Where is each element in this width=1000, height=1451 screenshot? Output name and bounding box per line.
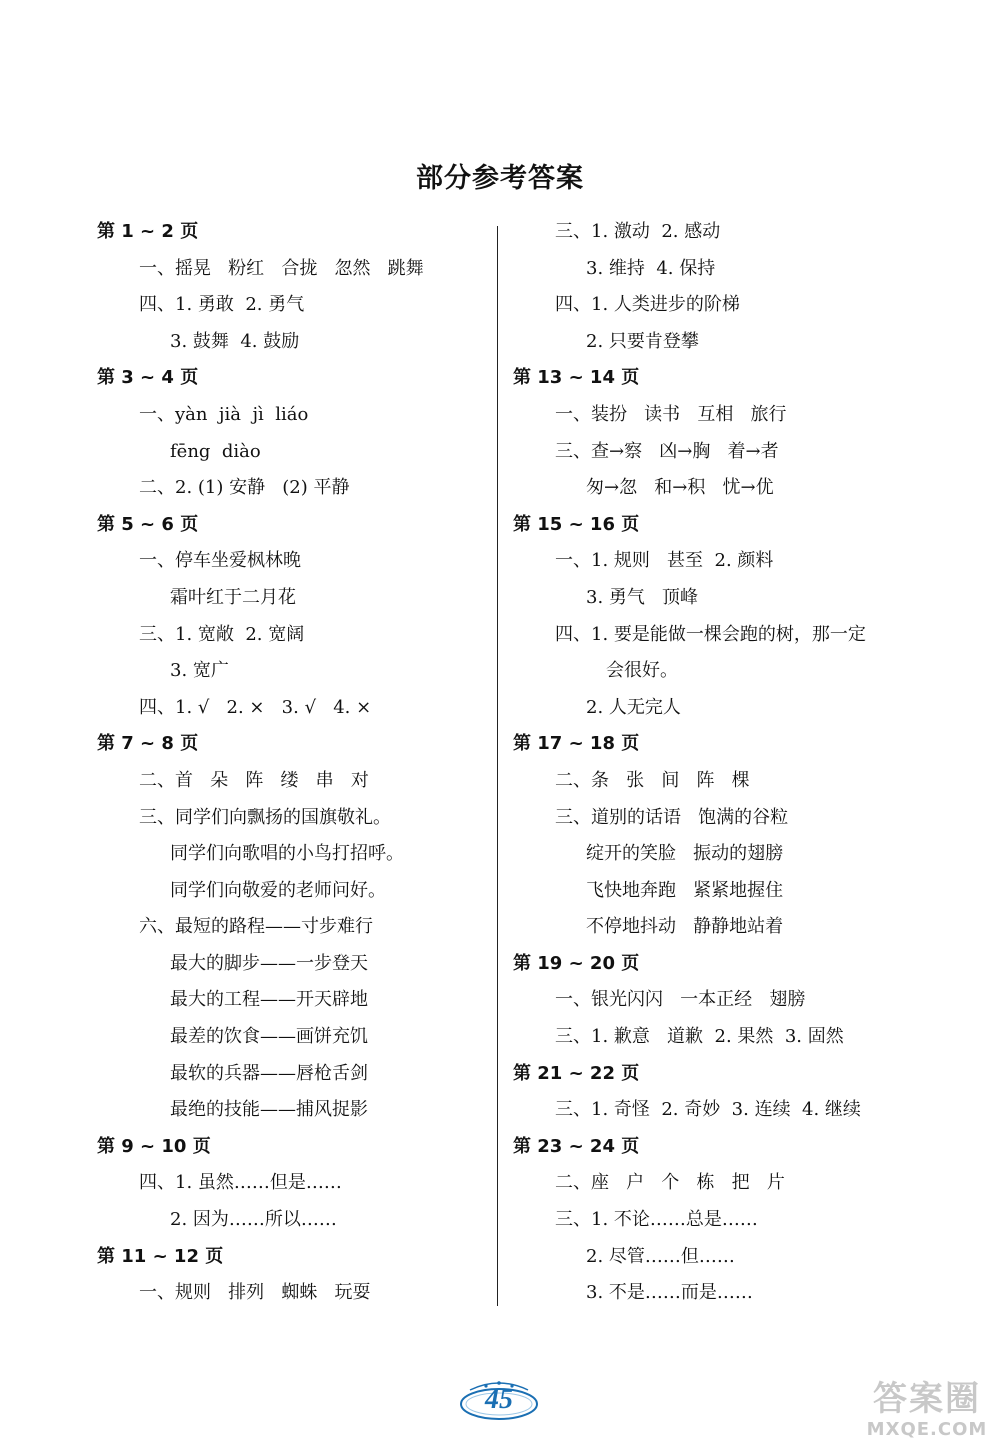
section-heading: 第 21 ~ 22 页 xyxy=(513,1062,640,1084)
answer-line: 二、首 朵 阵 缕 串 对 xyxy=(139,769,369,791)
answer-line: 飞快地奔跑 紧紧地握住 xyxy=(586,879,784,901)
left-answer-column xyxy=(97,214,492,1312)
answer-line: 最软的兵器——唇枪舌剑 xyxy=(170,1062,368,1084)
answer-line: 三、1. 宽敞 2. 宽阔 xyxy=(139,623,305,645)
answer-line: 四、1. 勇敢 2. 勇气 xyxy=(139,294,305,316)
section-heading: 第 3 ~ 4 页 xyxy=(97,367,199,389)
section-heading: 第 1 ~ 2 页 xyxy=(97,221,199,242)
answer-line: 2. 只要肯登攀 xyxy=(586,330,699,352)
answer-line: 2. 因为……所以…… xyxy=(170,1209,337,1231)
section-heading: 第 5 ~ 6 页 xyxy=(97,513,199,535)
answer-line: 同学们向敬爱的老师问好。 xyxy=(170,879,386,901)
page-title: 部分参考答案 xyxy=(416,163,584,194)
watermark-logo xyxy=(862,1379,992,1445)
answer-line: 三、1. 激动 2. 感动 xyxy=(555,221,721,242)
answer-line: 不停地抖动 静静地站着 xyxy=(586,916,784,938)
answer-line: 四、1. 虽然……但是…… xyxy=(139,1172,342,1194)
answer-line: 最差的饮食——画饼充饥 xyxy=(170,1026,368,1048)
answer-line: 2. 人无完人 xyxy=(586,696,681,718)
answer-line: 一、1. 规则 甚至 2. 颜料 xyxy=(555,550,774,572)
answer-line: 最大的工程——开天辟地 xyxy=(170,989,368,1011)
answer-line: 三、1. 歉意 道歉 2. 果然 3. 固然 xyxy=(555,1026,844,1048)
answer-line: 3. 宽广 xyxy=(170,660,229,682)
answer-line: 一、摇晃 粉红 合拢 忽然 跳舞 xyxy=(139,257,424,279)
right-answer-column xyxy=(513,214,933,1312)
answer-line: 绽开的笑脸 振动的翅膀 xyxy=(586,843,784,865)
section-heading: 第 11 ~ 12 页 xyxy=(97,1245,224,1267)
answer-line: 3. 不是……而是…… xyxy=(586,1282,753,1304)
answer-line: 同学们向歌唱的小鸟打招呼。 xyxy=(170,843,404,865)
answer-line: 一、装扮 读书 互相 旅行 xyxy=(555,403,787,425)
answer-line: 3. 维持 4. 保持 xyxy=(586,257,716,279)
answer-line: 三、1. 不论……总是…… xyxy=(555,1209,758,1231)
section-heading: 第 13 ~ 14 页 xyxy=(513,367,640,389)
answer-line: 二、条 张 间 阵 棵 xyxy=(555,769,750,791)
answer-line: 六、最短的路程——寸步难行 xyxy=(139,916,373,938)
answer-line: 会很好。 xyxy=(606,660,678,682)
answer-line: 三、1. 奇怪 2. 奇妙 3. 连续 4. 继续 xyxy=(555,1099,861,1121)
answer-line: 3. 勇气 顶峰 xyxy=(586,586,699,608)
page-number-badge xyxy=(456,1378,542,1424)
answer-line: 三、查→察 凶→胸 着→者 xyxy=(555,440,779,462)
section-heading: 第 17 ~ 18 页 xyxy=(513,733,640,755)
answer-line: 一、停车坐爱枫林晚 xyxy=(139,550,301,572)
section-heading: 第 7 ~ 8 页 xyxy=(97,733,199,755)
answer-line: 一、规则 排列 蜘蛛 玩耍 xyxy=(139,1282,371,1304)
answer-line: 最大的脚步——一步登天 xyxy=(170,952,368,974)
answer-line: 3. 鼓舞 4. 鼓励 xyxy=(170,330,300,352)
column-divider xyxy=(497,226,498,1306)
answer-line: 一、银光闪闪 一本正经 翅膀 xyxy=(555,989,806,1011)
page-number: 45 xyxy=(485,1384,513,1415)
section-heading: 第 15 ~ 16 页 xyxy=(513,513,640,535)
watermark-top: 答案圈 xyxy=(873,1379,981,1419)
answer-line: 2. 尽管……但…… xyxy=(586,1245,735,1267)
section-heading: 第 9 ~ 10 页 xyxy=(97,1135,211,1157)
answer-line: 最绝的技能——捕风捉影 xyxy=(170,1099,368,1121)
answer-line: 二、座 户 个 栋 把 片 xyxy=(555,1172,785,1194)
answer-line: fēng diào xyxy=(170,440,261,462)
answer-line: 二、2. (1) 安静 (2) 平静 xyxy=(139,477,350,499)
answer-line: 四、1. √ 2. × 3. √ 4. × xyxy=(139,696,372,718)
watermark-bottom: MXQE.COM xyxy=(866,1419,988,1440)
answer-line: 霜叶红于二月花 xyxy=(170,586,296,608)
answer-line: 四、1. 要是能做一棵会跑的树，那一定 xyxy=(555,623,866,645)
answer-line: 三、同学们向飘扬的国旗敬礼。 xyxy=(139,806,391,828)
answer-line: 三、道别的话语 饱满的谷粒 xyxy=(555,806,789,828)
answer-line: 一、yàn jià jì liáo xyxy=(139,403,309,425)
section-heading: 第 19 ~ 20 页 xyxy=(513,952,640,974)
answer-line: 四、1. 人类进步的阶梯 xyxy=(555,294,740,316)
section-heading: 第 23 ~ 24 页 xyxy=(513,1135,640,1157)
answer-line: 匆→忽 和→积 忧→优 xyxy=(586,477,774,499)
